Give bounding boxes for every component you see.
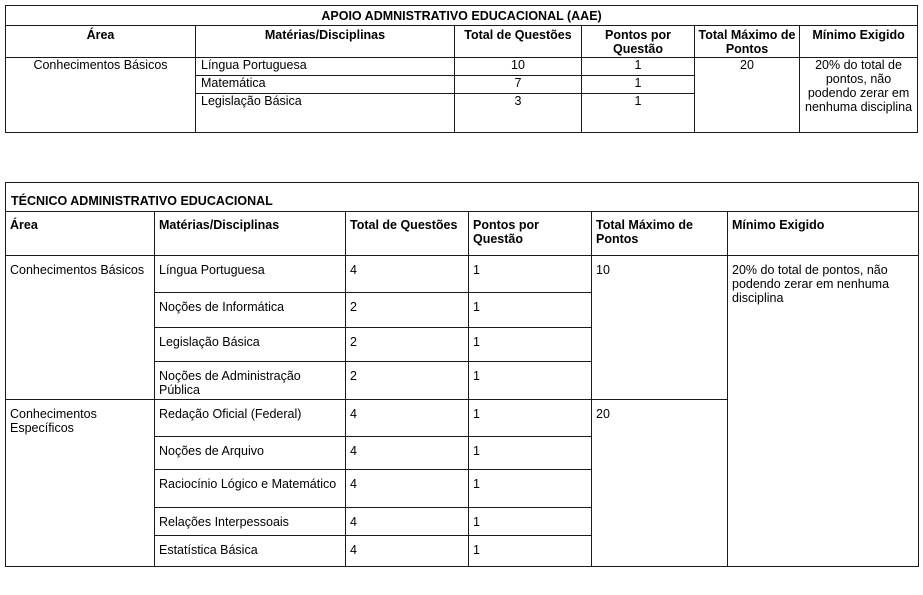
- questoes-cell: 4: [346, 508, 469, 536]
- header-total-questoes: Total de Questões: [455, 26, 582, 58]
- materia-cell: Noções de Administração Pública: [155, 362, 346, 400]
- pontos-cell: 1: [582, 76, 695, 94]
- pontos-cell: 1: [469, 437, 592, 470]
- pontos-cell: 1: [469, 362, 592, 400]
- materia-cell: Noções de Informática: [155, 293, 346, 328]
- questoes-cell: 2: [346, 362, 469, 400]
- materia-cell: Redação Oficial (Federal): [155, 400, 346, 437]
- pontos-cell: 1: [469, 328, 592, 362]
- materia-cell: Noções de Arquivo: [155, 437, 346, 470]
- total-maximo-cell: 20: [592, 400, 728, 567]
- aae-table: [5, 5, 918, 133]
- questoes-cell: 10: [455, 58, 582, 76]
- materia-cell: Legislação Básica: [155, 328, 346, 362]
- header-materias: Matérias/Disciplinas: [196, 26, 455, 58]
- pontos-cell: 1: [582, 58, 695, 76]
- header-materias: Matérias/Disciplinas: [155, 212, 346, 256]
- pontos-cell: 1: [582, 94, 695, 133]
- area-cell: Conhecimentos Básicos: [6, 58, 196, 133]
- materia-cell: Raciocínio Lógico e Matemático: [155, 470, 346, 508]
- area-cell: Conhecimentos Básicos: [6, 256, 155, 400]
- tae-table: [5, 182, 919, 567]
- total-maximo-cell: 20: [695, 58, 800, 133]
- header-total-maximo: Total Máximo de Pontos: [695, 26, 800, 58]
- total-maximo-cell: 10: [592, 256, 728, 400]
- questoes-cell: 4: [346, 470, 469, 508]
- questoes-cell: 4: [346, 400, 469, 437]
- materia-cell: Matemática: [196, 76, 455, 94]
- questoes-cell: 4: [346, 437, 469, 470]
- questoes-cell: 2: [346, 293, 469, 328]
- pontos-cell: 1: [469, 470, 592, 508]
- materia-cell: Língua Portuguesa: [155, 256, 346, 293]
- questoes-cell: 3: [455, 94, 582, 133]
- materia-cell: Língua Portuguesa: [196, 58, 455, 76]
- pontos-cell: 1: [469, 293, 592, 328]
- pontos-cell: 1: [469, 256, 592, 293]
- minimo-cell: 20% do total de pontos, não podendo zerar em nenhuma disciplina: [728, 256, 919, 567]
- questoes-cell: 4: [346, 536, 469, 567]
- tae-title: TÉCNICO ADMINISTRATIVO EDUCACIONAL: [6, 183, 919, 212]
- header-total-maximo: Total Máximo de Pontos: [592, 212, 728, 256]
- header-minimo: Mínimo Exigido: [728, 212, 919, 256]
- area-cell: Conhecimentos Específicos: [6, 400, 155, 567]
- materia-cell: Legislação Básica: [196, 94, 455, 133]
- materia-cell: Estatística Básica: [155, 536, 346, 567]
- header-total-questoes: Total de Questões: [346, 212, 469, 256]
- pontos-cell: 1: [469, 400, 592, 437]
- questoes-cell: 7: [455, 76, 582, 94]
- header-pontos-questao: Pontos por Questão: [469, 212, 592, 256]
- pontos-cell: 1: [469, 508, 592, 536]
- minimo-cell: 20% do total de pontos, não podendo zerar em nenhuma disciplina: [800, 58, 918, 133]
- header-area: Área: [6, 26, 196, 58]
- questoes-cell: 4: [346, 256, 469, 293]
- materia-cell: Relações Interpessoais: [155, 508, 346, 536]
- pontos-cell: 1: [469, 536, 592, 567]
- header-area: Área: [6, 212, 155, 256]
- aae-title: APOIO ADMNISTRATIVO EDUCACIONAL (AAE): [6, 6, 918, 26]
- questoes-cell: 2: [346, 328, 469, 362]
- header-minimo: Mínimo Exigido: [800, 26, 918, 58]
- header-pontos-questao: Pontos por Questão: [582, 26, 695, 58]
